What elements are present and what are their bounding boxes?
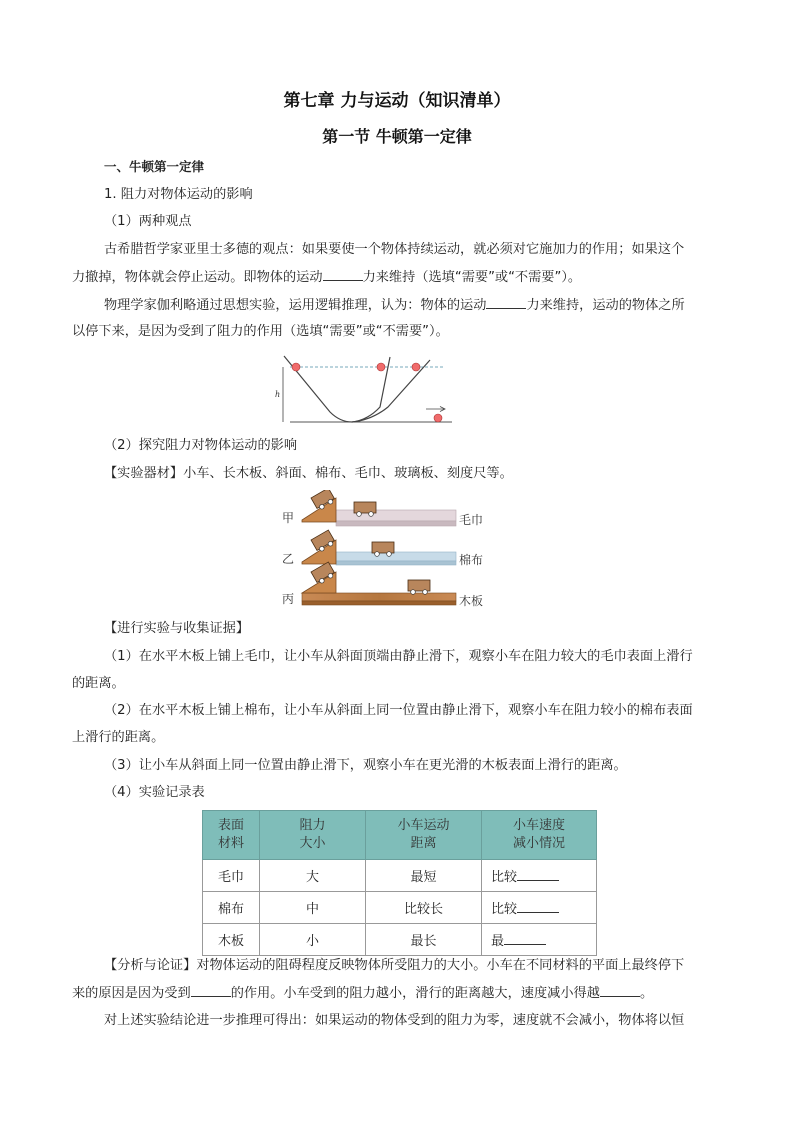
cell-resistance: 小 <box>260 924 366 956</box>
analysis-heading: 【分析与论证】 <box>104 958 197 973</box>
equipment-text: 小车、长木板、斜面、棉布、毛巾、玻璃板、刻度尺等。 <box>183 466 513 481</box>
material-label-cotton: 棉布 <box>459 553 484 567</box>
cell-distance: 最长 <box>366 924 482 956</box>
step4-table-caption: （4）实验记录表 <box>104 785 205 800</box>
aristotle-paragraph-line1: 古希腊哲学家亚里士多德的观点：如果要使一个物体持续运动，就必须对它施加力的作用；如果这个 <box>104 242 685 257</box>
item-resistance-effect: 1. 阻力对物体运动的影响 <box>104 187 253 202</box>
text-part: 。 <box>639 986 654 1001</box>
step2-line1: （2）在水平木板上铺上棉布，让小车从斜面上同一位置由静止滑下，观察小车在阻力较小的棉布表面 <box>104 703 693 718</box>
fill-blank[interactable] <box>517 868 559 881</box>
material-label-towel: 毛巾 <box>459 513 484 527</box>
equipment-line <box>104 465 513 483</box>
text-part: 力撤掉，物体就会停止运动。即物体的运动 <box>72 270 323 285</box>
cotton-surface <box>336 552 456 561</box>
ball-icon <box>412 363 420 371</box>
cell-material: 毛巾 <box>203 860 260 892</box>
header-surface: 表面 材料 <box>203 811 260 860</box>
fill-blank[interactable] <box>504 932 546 945</box>
cell-speed: 比较 <box>482 860 597 892</box>
text-part: 来的原因是因为受到 <box>72 986 191 1001</box>
cart-icon <box>408 580 430 594</box>
header-resistance: 阻力 大小 <box>260 811 366 860</box>
fill-blank[interactable] <box>486 296 526 309</box>
table-row <box>203 860 597 892</box>
galileo-paragraph-line1 <box>104 296 685 315</box>
height-label: h <box>275 390 281 399</box>
chapter-title: 第七章 力与运动（知识清单） <box>283 91 511 111</box>
row-label-bing: 丙 <box>282 592 295 606</box>
section-title: 第一节 牛顿第一定律 <box>322 127 472 146</box>
cell-speed: 比较 <box>482 892 597 924</box>
analysis-line2 <box>72 984 653 1003</box>
experiment-setup-figure <box>276 490 496 612</box>
item-explore-resistance: （2）探究阻力对物体运动的影响 <box>104 438 298 453</box>
step1-line2: 的距离。 <box>72 676 125 691</box>
cell-material: 木板 <box>203 924 260 956</box>
heading-newton-first-law: 一、牛顿第一定律 <box>104 159 205 174</box>
header-speed-decrease: 小车速度 减小情况 <box>482 811 597 860</box>
fill-blank[interactable] <box>323 268 363 281</box>
equipment-heading: 【实验器材】 <box>104 466 184 481</box>
galileo-paragraph-line2: 以停下来，是因为受到了阻力的作用（选填“需要”或“不需要”）。 <box>72 324 449 339</box>
fill-blank[interactable] <box>600 984 640 997</box>
item-two-views: （1）两种观点 <box>104 214 192 229</box>
table-header-row <box>203 811 597 860</box>
inference-line: 对上述实验结论进一步推理可得出：如果运动的物体受到的阻力为零，速度就不会减小，物体将以恒 <box>104 1013 685 1028</box>
text-part: 力来维持，运动的物体之所 <box>526 298 685 313</box>
cell-resistance: 中 <box>260 892 366 924</box>
header-distance: 小车运动 距离 <box>366 811 482 860</box>
cell-speed: 最 <box>482 924 597 956</box>
cell-distance: 比较长 <box>366 892 482 924</box>
ball-icon <box>377 363 385 371</box>
experiment-record-table <box>202 810 597 956</box>
cell-distance: 最短 <box>366 860 482 892</box>
table-row <box>203 892 597 924</box>
step1-line1: （1）在水平木板上铺上毛巾，让小车从斜面顶端由静止滑下，观察小车在阻力较大的毛巾表面上滑行 <box>104 649 693 664</box>
row-label-yi: 乙 <box>282 552 295 566</box>
text-part: 物理学家伽利略通过思想实验，运用逻辑推理，认为：物体的运动 <box>104 298 487 313</box>
galileo-ramp-figure <box>270 350 460 430</box>
aristotle-paragraph-line2 <box>72 268 581 287</box>
wood-board-surface <box>302 593 456 601</box>
step3: （3）让小车从斜面上同一位置由静止滑下，观察小车在更光滑的木板表面上滑行的距离。 <box>104 758 627 773</box>
text-part: 力来维持（选填“需要”或“不需要”）。 <box>362 270 582 285</box>
analysis-line1 <box>104 957 684 975</box>
cell-resistance: 大 <box>260 860 366 892</box>
fill-blank[interactable] <box>517 900 559 913</box>
material-label-wood: 木板 <box>459 594 484 608</box>
row-label-jia: 甲 <box>282 511 295 525</box>
ball-icon <box>292 363 300 371</box>
table-row <box>203 924 597 956</box>
ball-icon <box>434 414 442 422</box>
text-part: 对物体运动的阻碍程度反映物体所受阻力的大小。小车在不同材料的平面上最终停下 <box>196 958 685 973</box>
cell-material: 棉布 <box>203 892 260 924</box>
procedure-heading: 【进行实验与收集证据】 <box>104 621 250 636</box>
fill-blank[interactable] <box>191 984 231 997</box>
text-part: 的作用。小车受到的阻力越小，滑行的距离越大，速度减小得越 <box>230 986 600 1001</box>
step2-line2: 上滑行的距离。 <box>72 730 165 745</box>
